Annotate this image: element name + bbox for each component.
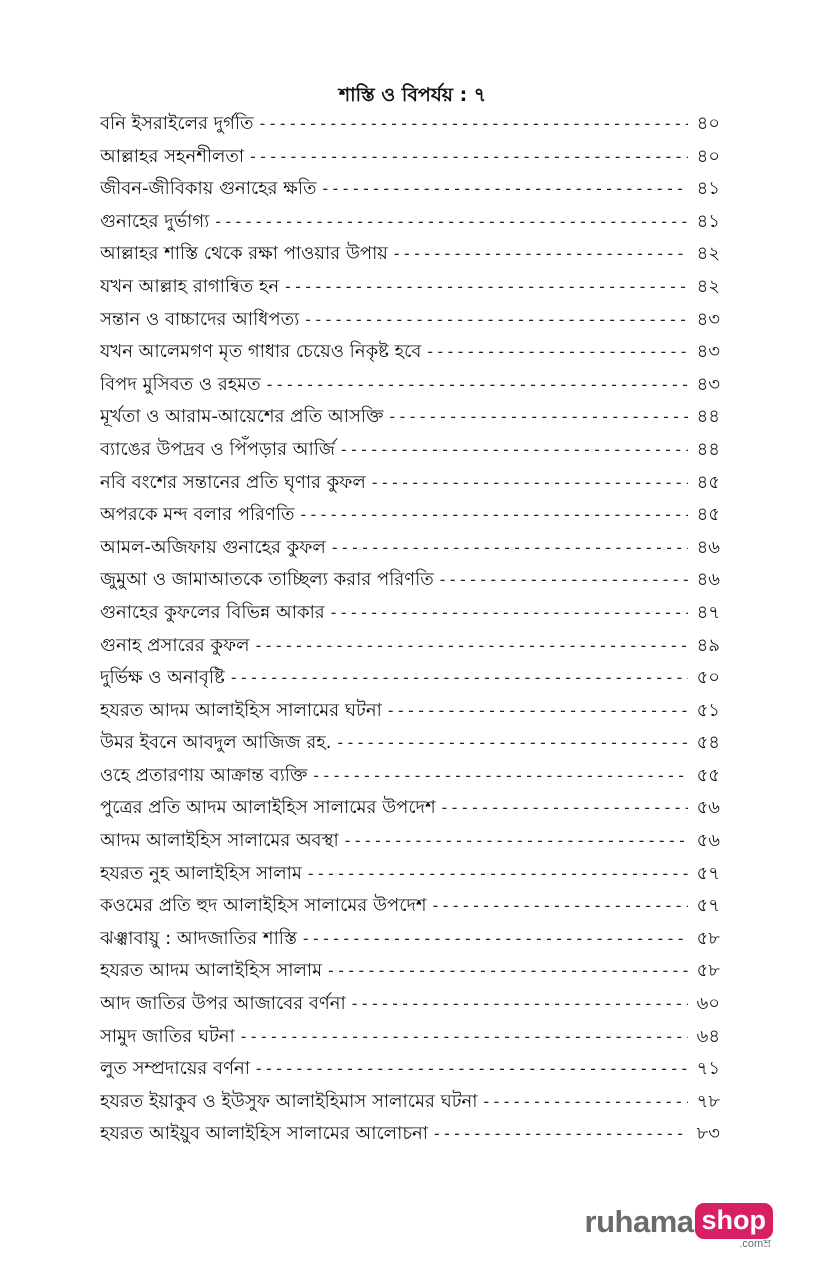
toc-dash-leader [388,401,688,434]
toc-entry [100,434,720,467]
toc-entry-title: হযরত আদম আলাইহিস সালাম [100,960,323,982]
toc-dash-leader [254,630,688,663]
toc-entry-page-number: ৪৭ [696,601,720,623]
toc-entry-title: সন্তান ও বাচ্চাদের আধিপত্য [100,308,300,330]
toc-entry-title: গুনাহের কুফলের বিভিন্ন আকার [100,601,325,623]
toc-entry-page-number: ৪২ [696,275,720,297]
toc-entry-title: যখন আলেমগণ মৃত গাধার চেয়েও নিকৃষ্ট হবে [100,341,422,363]
toc-entry-page-number: ৮৩ [696,1123,720,1145]
toc-entry [100,988,720,1021]
toc-entry [100,564,720,597]
toc-entry-page-number: ৫৭ [696,862,720,884]
toc-entry-title: আদ জাতির উপর আজাবের বর্ণনা [100,993,346,1015]
toc-entry-title: আদম আলাইহিস সালামের অবস্থা [100,830,339,852]
toc-entry-title: মূর্খতা ও আরাম-আয়েশের প্রতি আসক্তি [100,406,384,428]
toc-entry-page-number: ৫৭ [696,895,720,917]
toc-entry-page-number: ৬০ [696,993,720,1015]
toc-entry-title: হযরত আইয়ুব আলাইহিস সালামের আলোচনা [100,1123,428,1145]
toc-entry-page-number: ৫১ [696,699,720,721]
toc-entry [100,1118,720,1151]
toc-dash-leader [301,923,688,956]
toc-dash-leader [425,336,688,369]
toc-entry-page-number: ৪২ [696,243,720,265]
toc-entry-page-number: ৪৪ [696,406,720,428]
toc-entry [100,401,720,434]
toc-entry [100,304,720,337]
toc-dash-leader [258,108,688,141]
toc-entry [100,695,720,728]
toc-entry [100,1021,720,1054]
toc-entry-page-number: ৪৬ [696,536,720,558]
toc-entry-title: জুমুআ ও জামাআতকে তাচ্ছিল্য করার পরিণতি [100,569,434,591]
toc-entry-page-number: ৪৪ [696,438,720,460]
toc-dash-leader [248,141,688,174]
toc-entry [100,1086,720,1119]
toc-entry [100,467,720,500]
brand-shop-badge [694,1203,774,1250]
toc-entry-page-number: ৪৫ [696,504,720,526]
toc-dash-leader [335,727,688,760]
toc-dash-leader [299,499,689,532]
toc-entry [100,825,720,858]
toc-entry-title: ঝঞ্ঝাবায়ু : আদজাতির শাস্তি [100,927,297,949]
toc-entry [100,727,720,760]
toc-entry [100,858,720,891]
toc-entry-page-number: ৪৫ [696,471,720,493]
toc-dash-leader [431,890,688,923]
toc-entry [100,792,720,825]
toc-entry-title: আল্লাহর সহনশীলতা [100,145,245,167]
brand-shop-label: shop [695,1203,774,1239]
toc-entry-title: হযরত ইয়াকুব ও ইউসুফ আলাইহিমাস সালামের ঘটনা [100,1090,478,1112]
toc-entry-title: লুত সম্প্রদায়ের বর্ণনা [100,1058,250,1080]
toc-dash-leader [265,369,688,402]
toc-dash-leader [283,271,688,304]
toc-entry-page-number: ৪১ [696,210,720,232]
toc-dash-leader [213,206,688,239]
toc-entry [100,923,720,956]
toc-entry-title: হযরত নুহ আলাইহিস সালাম [100,862,302,884]
toc-entry-page-number: ৪৩ [696,373,720,395]
toc-entry [100,597,720,630]
toc-dash-leader [229,662,688,695]
toc-dash-leader [438,564,688,597]
toc-entry-title: হযরত আদম আলাইহিস সালামের ঘটনা [100,699,382,721]
toc-dash-leader [239,1021,688,1054]
toc-entry-title: নবি বংশের সন্তানের প্রতি ঘৃণার কুফল [100,471,366,493]
toc-entry-page-number: ৫৮ [696,927,720,949]
toc-entry-page-number: ৫০ [696,667,720,689]
toc-entry [100,760,720,793]
toc-entry-page-number: ৪৯ [696,634,720,656]
toc-entry-title: জীবন-জীবিকায় গুনাহের ক্ষতি [100,178,317,200]
toc-entry [100,630,720,663]
toc-entry-page-number: ৪০ [696,145,720,167]
toc-dash-leader [370,467,688,500]
toc-entry-title: গুনাহের দুর্ভাগ্য [100,210,210,232]
ruhamashop-logo [584,1203,773,1250]
toc-entry-title: অপরকে মন্দ বলার পরিণতি [100,504,295,526]
toc-entry-page-number: ৫৬ [696,830,720,852]
toc-entry [100,369,720,402]
toc-dash-leader [440,792,688,825]
brand-domain: .comম্র [739,1238,771,1250]
toc-entry-title: আমল-অজিফায় গুনাহের কুফল [100,536,326,558]
toc-entry [100,173,720,206]
toc-entry-page-number: ৫৮ [696,960,720,982]
toc-dash-leader [343,825,688,858]
toc-entry-title: যখন আল্লাহ রাগান্বিত হন [100,275,280,297]
toc-entry-page-number: ৭৮ [696,1090,720,1112]
running-header: শাস্তি ও বিপর্যয় : ৭ [338,84,487,106]
toc-entry [100,532,720,565]
toc-entry-title: কওমের প্রতি হুদ আলাইহিস সালামের উপদেশ [100,895,427,917]
toc-dash-leader [392,238,688,271]
toc-dash-leader [432,1118,688,1151]
toc-entry-page-number: ৫৪ [696,732,720,754]
toc-entry-page-number: ৪১ [696,178,720,200]
toc-entry-title: গুনাহ প্রসারের কুফল [100,634,250,656]
toc-entry [100,206,720,239]
toc-entry-page-number: ৭১ [696,1058,720,1080]
toc-entry-page-number: ৪৬ [696,569,720,591]
toc-entry-title: পুত্রের প্রতি আদম আলাইহিস সালামের উপদেশ [100,797,436,819]
toc-entry [100,141,720,174]
toc-dash-leader [329,597,688,630]
toc-entry-title: দুর্ভিক্ষ ও অনাবৃষ্টি [100,667,225,689]
toc-dash-leader [339,434,688,467]
toc-entry-title: উমর ইবনে আবদুল আজিজ রহ. [100,732,332,754]
toc-entry [100,955,720,988]
toc-entry-title: ব্যাঙের উপদ্রব ও পিঁপড়ার আর্জি [100,438,335,460]
toc-entry [100,271,720,304]
toc-entry-page-number: ৪৩ [696,341,720,363]
toc-dash-leader [311,760,688,793]
toc-entry [100,499,720,532]
toc-entry-title: ওহে প্রতারণায় আক্রান্ত ব্যক্তি [100,764,308,786]
toc-entry [100,1053,720,1086]
table-of-contents [100,108,720,1151]
toc-entry-title: আল্লাহর শাস্তি থেকে রক্ষা পাওয়ার উপায় [100,243,388,265]
toc-entry-page-number: ৪৩ [696,308,720,330]
toc-dash-leader [350,988,688,1021]
toc-entry-page-number: ৬৪ [696,1025,720,1047]
toc-dash-leader [386,695,688,728]
toc-entry [100,890,720,923]
toc-entry-page-number: ৫৫ [696,764,720,786]
toc-entry-page-number: ৪০ [696,113,720,134]
toc-dash-leader [303,304,688,337]
toc-entry-title: বনি ইসরাইলের দুর্গতি [100,113,254,134]
brand-name: ruhama [584,1204,694,1239]
toc-entry-title: সামুদ জাতির ঘটনা [100,1025,235,1047]
toc-dash-leader [326,955,688,988]
toc-dash-leader [321,173,688,206]
toc-entry [100,238,720,271]
toc-dash-leader [482,1086,689,1119]
toc-entry-title: বিপদ মুসিবত ও রহমত [100,373,261,395]
toc-entry [100,336,720,369]
toc-entry [100,108,720,141]
toc-dash-leader [254,1053,688,1086]
toc-dash-leader [306,858,688,891]
toc-entry-page-number: ৫৬ [696,797,720,819]
toc-dash-leader [330,532,688,565]
toc-entry [100,662,720,695]
